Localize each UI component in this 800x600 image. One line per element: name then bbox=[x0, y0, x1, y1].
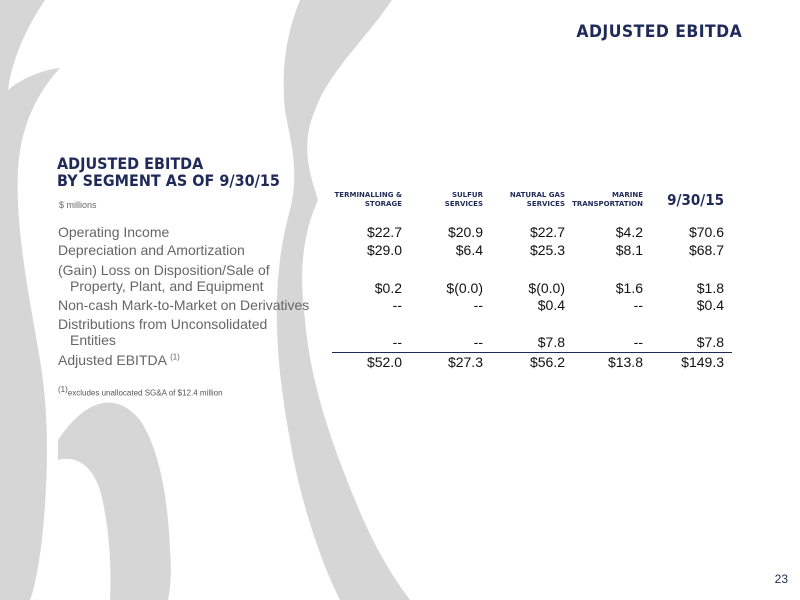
section-title bbox=[57, 155, 280, 189]
table-cell: $(0.0) bbox=[446, 280, 483, 296]
table-cell: $4.2 bbox=[615, 224, 643, 240]
table-cell-total: $70.6 bbox=[688, 224, 724, 240]
row-label-mark-to-market: Non-cash Mark-to-Market on Derivatives bbox=[58, 297, 310, 313]
table-cell-total: $0.4 bbox=[696, 297, 724, 313]
row-label-line: Distributions from Unconsolidated bbox=[58, 316, 268, 332]
table-cell: -- bbox=[633, 334, 643, 350]
column-header-line: MARINE bbox=[611, 191, 643, 199]
row-label-operating-income: Operating Income bbox=[58, 224, 170, 240]
table-cell: $22.7 bbox=[529, 224, 565, 240]
column-header-line: TERMINALLING & bbox=[334, 191, 402, 199]
row-label-line: (Gain) Loss on Disposition/Sale of bbox=[58, 262, 270, 278]
column-header-line: STORAGE bbox=[364, 200, 402, 208]
table-cell: $(0.0) bbox=[528, 280, 565, 296]
table-cell: $20.9 bbox=[447, 224, 483, 240]
page-number: 23 bbox=[774, 572, 788, 586]
row-label-text: Adjusted EBITDA bbox=[58, 352, 167, 368]
table-cell: -- bbox=[392, 297, 402, 313]
table-cell: $29.0 bbox=[366, 242, 402, 258]
table-cell: $56.2 bbox=[529, 354, 565, 370]
section-title-line-2: BY SEGMENT AS OF 9/30/15 bbox=[57, 171, 280, 190]
column-header-line: NATURAL GAS bbox=[509, 191, 565, 199]
column-header-total: 9/30/15 bbox=[667, 191, 724, 209]
table-cell-total: $68.7 bbox=[688, 242, 724, 258]
row-label-line: Entities bbox=[70, 332, 116, 348]
table-cell-total: $1.8 bbox=[696, 280, 724, 296]
table-cell: $52.0 bbox=[366, 354, 402, 370]
table-cell: $7.8 bbox=[537, 334, 565, 350]
footnote bbox=[58, 385, 223, 398]
units-label: $ millions bbox=[59, 200, 97, 210]
total-rule-divider bbox=[332, 352, 732, 353]
table-cell: $13.8 bbox=[607, 354, 643, 370]
column-header-line: SERVICES bbox=[526, 200, 565, 208]
row-label-gain-loss bbox=[58, 262, 270, 294]
row-label-line: Property, Plant, and Equipment bbox=[70, 278, 264, 294]
row-label-distributions bbox=[58, 316, 267, 348]
footnote-text: excludes unallocated SG&A of $12.4 million bbox=[67, 388, 223, 398]
table-cell-total: $7.8 bbox=[696, 334, 724, 350]
table-cell: -- bbox=[473, 334, 483, 350]
table-cell: -- bbox=[392, 334, 402, 350]
table-cell: $27.3 bbox=[447, 354, 483, 370]
table-cell: $25.3 bbox=[529, 242, 565, 258]
table-cell: -- bbox=[633, 297, 643, 313]
footnote-marker: (1) bbox=[58, 385, 68, 394]
table-cell: $0.2 bbox=[374, 280, 402, 296]
section-title-line-1: ADJUSTED EBITDA bbox=[57, 154, 204, 173]
table-cell: $1.6 bbox=[615, 280, 643, 296]
column-header-line: TRANSPORTATION bbox=[572, 200, 643, 208]
row-label-adjusted-ebitda bbox=[58, 352, 180, 368]
table-cell-total: $149.3 bbox=[681, 354, 724, 370]
table-cell: $0.4 bbox=[537, 297, 565, 313]
row-label-depreciation: Depreciation and Amortization bbox=[58, 242, 245, 258]
slide-header-title: ADJUSTED EBITDA bbox=[576, 22, 742, 42]
footnote-marker: (1) bbox=[170, 352, 180, 362]
column-header-line: SERVICES bbox=[444, 200, 483, 208]
table-cell: $8.1 bbox=[615, 242, 643, 258]
table-cell: -- bbox=[473, 297, 483, 313]
column-header-marine bbox=[543, 191, 643, 209]
table-cell: $22.7 bbox=[366, 224, 402, 240]
table-cell: $6.4 bbox=[455, 242, 483, 258]
column-header-line: SULFUR bbox=[451, 191, 483, 199]
